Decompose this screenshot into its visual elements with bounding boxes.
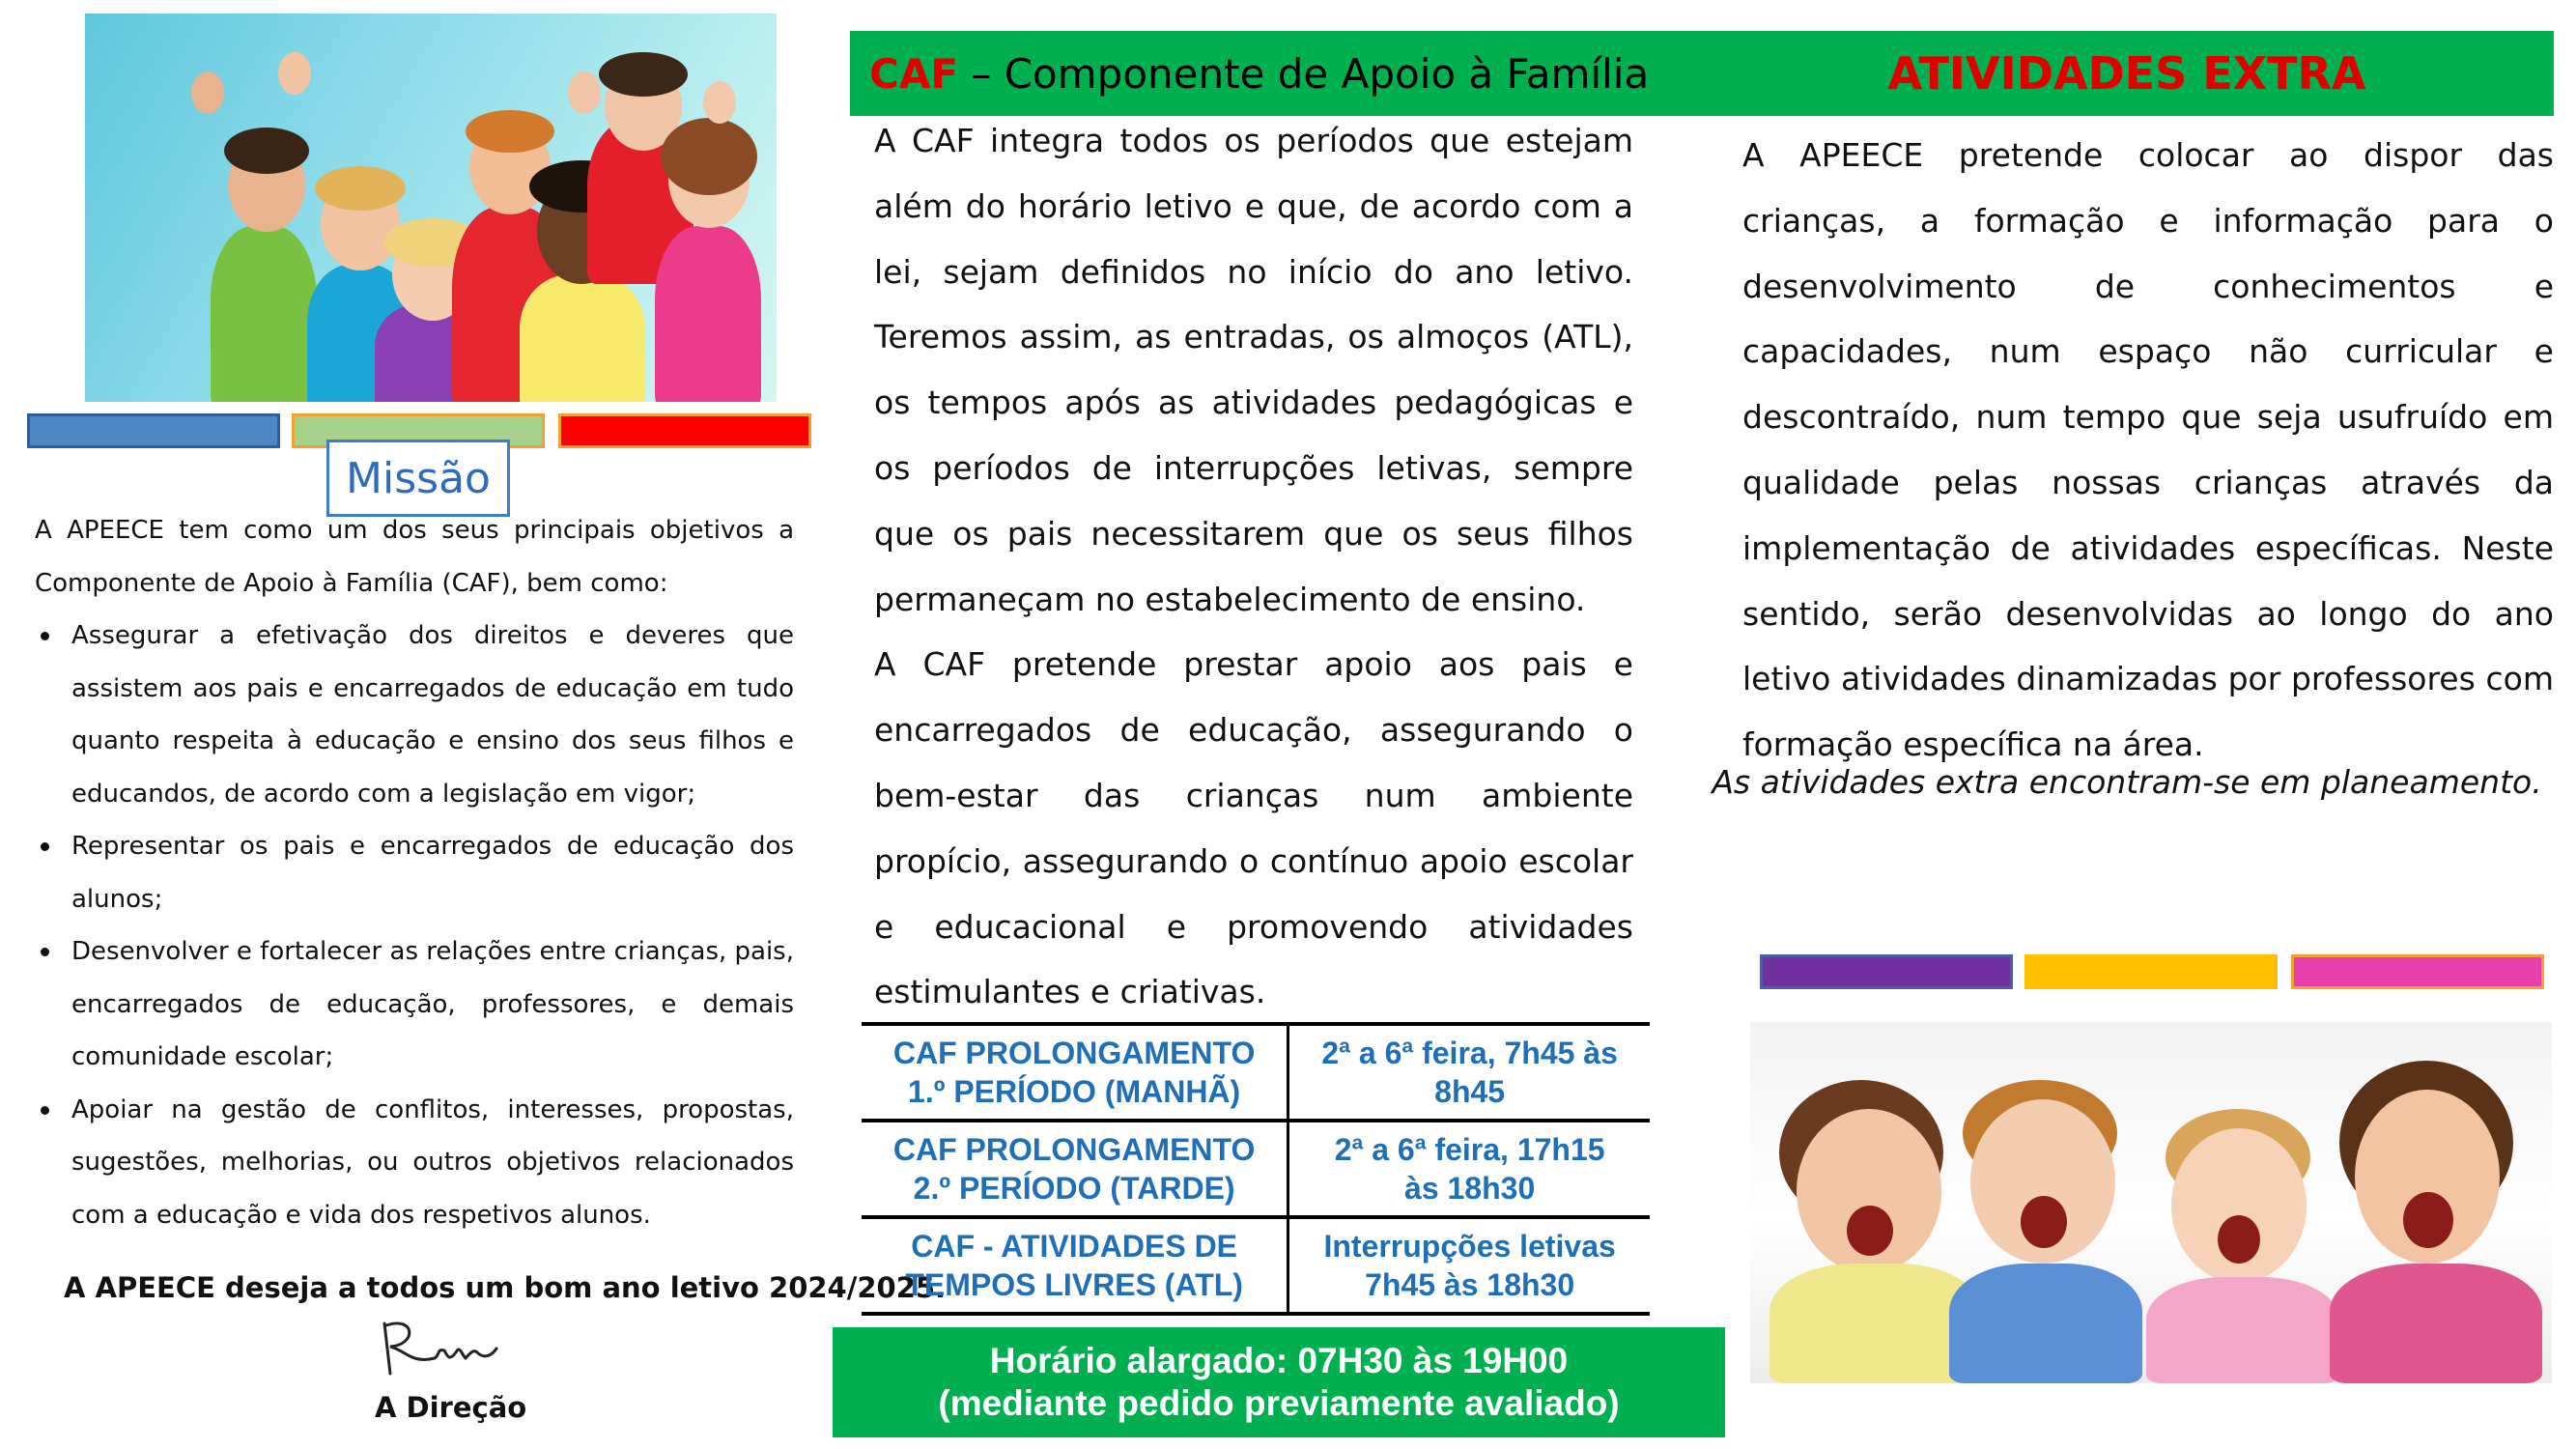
open-mouth <box>2403 1192 2453 1248</box>
color-bar-purple <box>1760 954 2013 989</box>
child-shirt-green <box>211 226 317 402</box>
time-line: 2ª a 6ª feira, 7h45 às <box>1321 1036 1618 1070</box>
service-line: CAF PROLONGAMENTO <box>892 1036 1256 1070</box>
excited-children-photo <box>1750 1022 2552 1383</box>
open-mouth <box>2021 1196 2067 1248</box>
thumbs-up-icon <box>278 52 311 95</box>
child-hair <box>599 52 688 97</box>
schedule-time <box>1288 1024 1650 1121</box>
child-hair <box>224 128 309 174</box>
list-item: Assegurar a efetivação dos direitos e deveres que assistem aos pais e encarregados de educação em tudo quanto respeita à educação e ensino dos seus filhos e educandos, de acordo com a legislação em vigor; <box>35 610 794 820</box>
color-bar-red <box>558 413 811 448</box>
time-line: 7h45 às 18h30 <box>1365 1267 1575 1302</box>
schedule-time <box>1288 1217 1650 1314</box>
list-item: Representar os pais e encarregados de educação dos alunos; <box>35 820 794 925</box>
caf-paragraph-2: A CAF pretende prestar apoio aos pais e encarregados de educação, assegurando o bem-estar das crianças num ambiente propício, assegurando o contínuo apoio escolar e educacional e promovendo atividades estimulantes e criativas. <box>874 645 1633 1011</box>
service-line: CAF PROLONGAMENTO <box>892 1132 1256 1167</box>
thumbs-up-icon <box>191 71 224 114</box>
color-bar-pink <box>2291 954 2544 989</box>
caf-header-title: – Componente de Apoio à Família <box>958 49 1650 98</box>
extra-activities-note: As atividades extra encontram-se em planeamento. <box>1712 763 2542 801</box>
service-line: CAF - ATIVIDADES DE <box>911 1229 1238 1264</box>
mission-list <box>35 610 794 1241</box>
mission-title: Missão <box>326 440 510 517</box>
list-item: Apoiar na gestão de conflitos, interesses, propostas, sugestões, melhorias, ou outros objetivos relacionados com a educação e vida dos respetivos alunos. <box>35 1084 794 1242</box>
extended-hours-note: (mediante pedido previamente avaliado) <box>938 1383 1620 1423</box>
list-item: Desenvolver e fortalecer as relações entre crianças, pais, encarregados de educação, professores, e demais comunidade escolar; <box>35 925 794 1084</box>
extended-hours-banner <box>833 1327 1725 1437</box>
caf-description <box>874 108 1633 1025</box>
mission-intro: A APEECE tem como um dos seus principais objetivos a Componente de Apoio à Família (CAF), bem como: <box>35 516 794 598</box>
table-row <box>862 1121 1650 1217</box>
schedule-time <box>1288 1121 1650 1217</box>
thumbs-up-icon <box>703 81 736 124</box>
mission-section <box>35 504 794 1241</box>
caf-header-acronym: CAF <box>869 49 959 98</box>
time-line: 8h45 <box>1434 1074 1506 1109</box>
child-hair <box>466 110 554 153</box>
season-greeting: A APEECE deseja a todos um bom ano letivo 2024/2025. <box>64 1271 947 1304</box>
child-shirt <box>2330 1264 2542 1383</box>
schedule-service <box>862 1217 1288 1314</box>
extra-activities-description: A APEECE pretende colocar ao dispor das crianças, a formação e informação para o desenvolvimento de conhecimentos e capacidades, num espaço não curricular e descontraído, num tempo que seja usufruído em qualidade pelas nossas crianças através da implementação de atividades específicas. Neste sentido, serão desenvolvidas ao longo do ano letivo atividades dinamizadas por professores com formação específica na área. <box>1742 136 2554 764</box>
child-hair <box>315 166 406 211</box>
service-line: TEMPOS LIVRES (ATL) <box>905 1267 1243 1302</box>
color-bar-yellow <box>2024 954 2278 989</box>
signature-icon <box>377 1316 502 1383</box>
extra-activities-header: ATIVIDADES EXTRA <box>1700 31 2554 116</box>
time-line: às 18h30 <box>1404 1171 1536 1206</box>
child-shirt <box>1949 1264 2142 1383</box>
schedule-service <box>862 1024 1288 1121</box>
caf-schedule-table <box>862 1022 1650 1316</box>
caf-header <box>850 31 1700 116</box>
child-shirt <box>2146 1277 2339 1383</box>
thumbs-up-icon <box>568 71 601 114</box>
extended-hours-line: Horário alargado: 07H30 às 19H00 <box>989 1341 1569 1380</box>
child-shirt-pink <box>655 226 761 402</box>
service-line: 1.º PERÍODO (MANHÃ) <box>908 1074 1241 1109</box>
open-mouth <box>2218 1215 2260 1264</box>
open-mouth <box>1847 1206 1893 1256</box>
schedule-service <box>862 1121 1288 1217</box>
color-bar-blue <box>27 413 280 448</box>
child-shirt-yellow <box>520 274 645 402</box>
child-hair <box>661 118 757 195</box>
caf-paragraph-1: A CAF integra todos os períodos que estejam além do horário letivo e que, de acordo com a lei, sejam definidos no início do ano letivo. Teremos assim, as entradas, os almoços (ATL), os tempos após as atividades pedagógicas e os períodos de interrupções letivas, sempre que os pais necessitarem que os seus filhos permaneçam no estabelecimento de ensino. <box>874 122 1633 618</box>
signature-title: A Direção <box>375 1391 527 1424</box>
table-row <box>862 1024 1650 1121</box>
table-row <box>862 1217 1650 1314</box>
service-line: 2.º PERÍODO (TARDE) <box>913 1171 1235 1206</box>
time-line: 2ª a 6ª feira, 17h15 <box>1334 1132 1605 1167</box>
time-line: Interrupções letivas <box>1323 1229 1616 1264</box>
children-thumbs-up-photo <box>85 14 777 402</box>
